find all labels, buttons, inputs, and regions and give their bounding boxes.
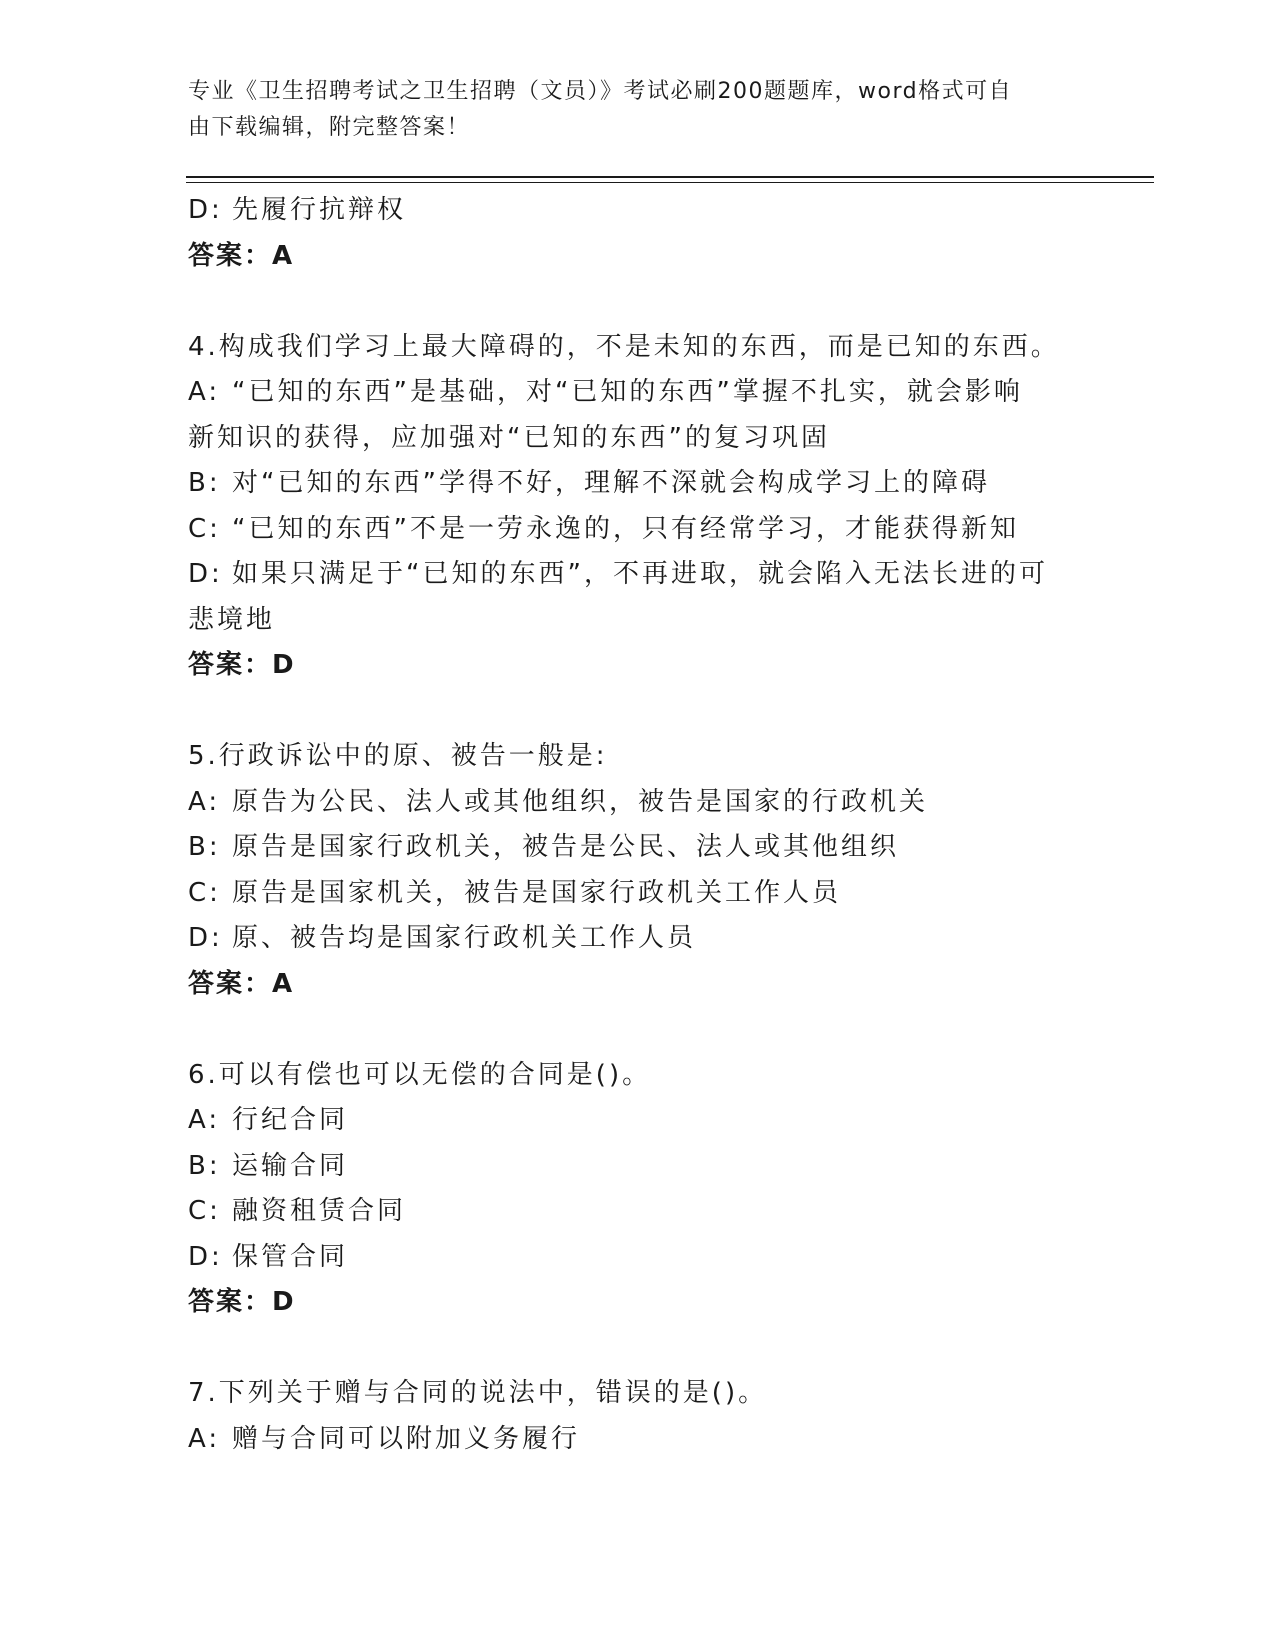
- header-line-2: 由下载编辑，附完整答案！: [188, 115, 471, 140]
- q6-answer: 答案：D: [188, 1287, 296, 1317]
- q5-option-b: [188, 825, 1088, 871]
- q5-option-c: [188, 871, 1088, 917]
- q7-option-a: [188, 1417, 1088, 1463]
- option-text: 先履行抗辩权: [232, 195, 407, 225]
- option-label: B:: [188, 832, 221, 862]
- option-text: 融资租赁合同: [232, 1196, 407, 1226]
- q4-option-c: [188, 507, 1088, 553]
- option-label: D:: [188, 923, 223, 953]
- option-label: D:: [188, 559, 223, 589]
- header-divider-thin: [186, 182, 1154, 183]
- option-label: B:: [188, 468, 221, 498]
- q4-option-b: [188, 461, 1088, 507]
- option-text: “已知的东西”是基础，对“已知的东西”掌握不扎实，就会影响: [232, 377, 1023, 407]
- option-text: 原告是国家机关，被告是国家行政机关工作人员: [232, 877, 842, 908]
- q6-stem: 6.可以有偿也可以无偿的合同是()。: [188, 1059, 652, 1090]
- header-line-1: 专业《卫生招聘考试之卫生招聘（文员）》考试必刷200题题库，word格式可自: [188, 79, 1013, 104]
- q4-stem: 4.构成我们学习上最大障碍的，不是未知的东西，而是已知的东西。: [188, 331, 1060, 362]
- option-text: 原、被告均是国家行政机关工作人员: [232, 923, 697, 953]
- option-label: C:: [188, 1196, 221, 1226]
- q3-option-d: [188, 188, 1088, 234]
- option-label: B:: [188, 1150, 221, 1181]
- option-text: 原告为公民、法人或其他组织，被告是国家的行政机关: [232, 786, 929, 817]
- q4-option-a: [188, 370, 1088, 416]
- option-label: C:: [188, 877, 221, 908]
- document-header: [188, 74, 1068, 146]
- q4-option-d: [188, 552, 1088, 598]
- option-text: 运输合同: [232, 1150, 349, 1181]
- option-text: 行纪合同: [232, 1105, 349, 1135]
- option-text: 对“已知的东西”学得不好，理解不深就会构成学习上的障碍: [232, 468, 990, 498]
- q4-answer: 答案：D: [188, 650, 296, 680]
- q4-option-d-cont: 悲境地: [188, 604, 276, 635]
- q5-answer: 答案：A: [188, 968, 295, 999]
- q5-option-d: [188, 916, 1088, 962]
- q6-option-c: [188, 1189, 1088, 1235]
- option-label: A:: [188, 377, 221, 407]
- question-content: [188, 188, 1088, 1462]
- option-label: D:: [188, 195, 223, 225]
- option-text: 原告是国家行政机关，被告是公民、法人或其他组织: [232, 832, 900, 862]
- q4-option-a-cont: 新知识的获得，应加强对“已知的东西”的复习巩固: [188, 422, 830, 453]
- q3-answer: 答案：A: [188, 240, 295, 271]
- option-label: A:: [188, 1423, 221, 1454]
- q7-stem: 7.下列关于赠与合同的说法中，错误的是()。: [188, 1378, 768, 1408]
- q6-option-d: [188, 1235, 1088, 1281]
- q5-option-a: [188, 780, 1088, 826]
- option-text: 如果只满足于“已知的东西”，不再进取，就会陷入无法长进的可: [232, 559, 1048, 589]
- option-label: A:: [188, 786, 221, 817]
- option-text: 赠与合同可以附加义务履行: [232, 1423, 581, 1454]
- option-label: D:: [188, 1241, 223, 1272]
- option-text: “已知的东西”不是一劳永逸的，只有经常学习，才能获得新知: [232, 513, 1019, 544]
- option-label: A:: [188, 1105, 221, 1135]
- q5-stem: 5.行政诉讼中的原、被告一般是:: [188, 741, 608, 771]
- header-divider-thick: [186, 176, 1154, 178]
- option-text: 保管合同: [232, 1241, 349, 1272]
- q6-option-b: [188, 1144, 1088, 1190]
- option-label: C:: [188, 513, 221, 544]
- q6-option-a: [188, 1098, 1088, 1144]
